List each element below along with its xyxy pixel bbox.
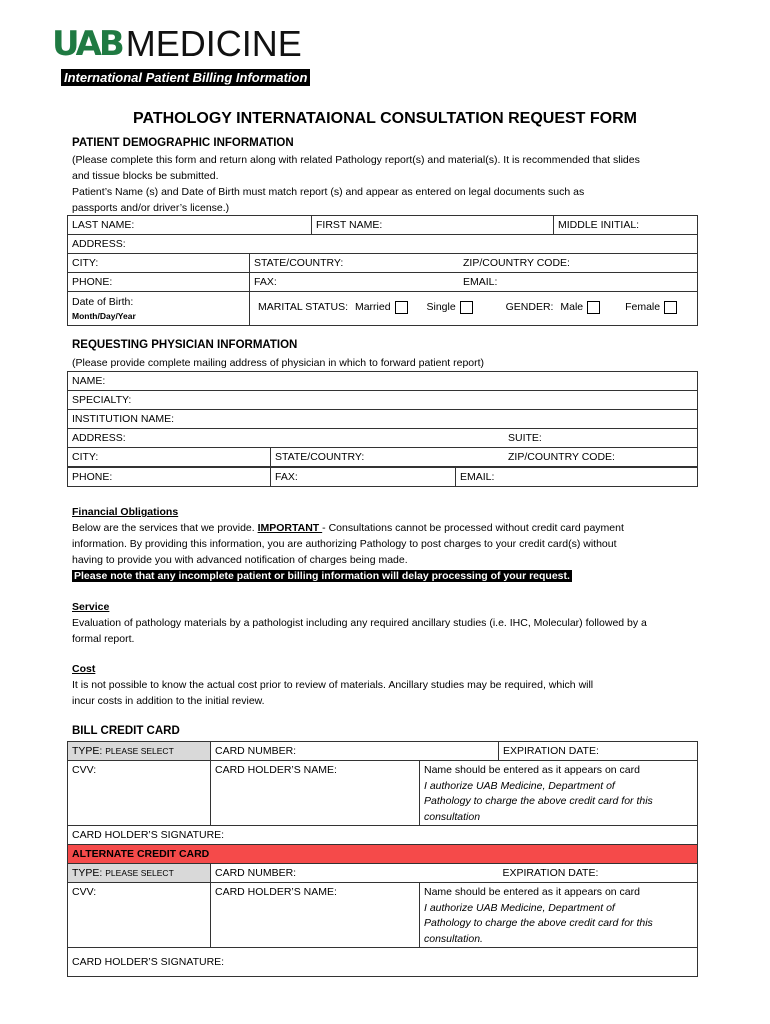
physician-section-title: REQUESTING PHYSICIAN INFORMATION [72,339,298,351]
zip-field[interactable]: ZIP/COUNTRY CODE: [459,254,698,273]
alt-holder-name-field[interactable]: CARD HOLDER’S NAME: [211,883,420,948]
dob-format: Month/Day/Year [72,311,136,321]
physician-state-field[interactable]: STATE/COUNTRY: [271,448,505,467]
alt-cvv-field[interactable]: CVV: [68,883,211,948]
patient-instructions [72,152,712,216]
dob-field[interactable] [68,292,250,326]
instructions-line: and tissue blocks be submitted. [72,170,219,182]
financial-line: having to provide you with advanced notification of charges being made. [72,554,408,566]
cost-line: incur costs in addition to the initial review. [72,695,265,707]
uab-medicine-logo [52,23,302,64]
physician-zip-field[interactable]: ZIP/COUNTRY CODE: [504,448,698,467]
form-title: PATHOLOGY INTERNATAIONAL CONSULTATION REQUEST FORM [133,110,637,127]
state-country-field[interactable]: STATE/COUNTRY: [250,254,460,273]
financial-block [72,504,712,584]
female-checkbox[interactable] [664,301,677,314]
married-checkbox[interactable] [395,301,408,314]
expiration-field[interactable]: EXPIRATION DATE: [499,742,698,761]
address-field[interactable]: ADDRESS: [68,235,698,254]
bill-card-table [67,741,698,977]
logo-mark: UAB [52,24,122,64]
physician-address-field[interactable]: ADDRESS: [68,429,505,448]
service-line: Evaluation of pathology materials by a pathologist including any required ancillary studies (i.e. IHC, Molecular) followed by a [72,617,647,629]
authorization-text: Name should be entered as it appears on card I authorize UAB Medicine, Department of Pathology to charge the above credit card for this consultation [420,761,698,826]
city-field[interactable]: CITY: [68,254,250,273]
service-block [72,599,712,647]
instructions-line: (Please complete this form and return along with related Pathology report(s) and material(s). It is recommended that slides [72,154,640,166]
cvv-field[interactable]: CVV: [68,761,211,826]
physician-email-field[interactable]: EMAIL: [456,468,698,487]
marital-status-label: MARITAL STATUS: [258,301,349,313]
physician-table-2 [67,467,698,487]
physician-table [67,371,698,467]
dob-label: Date of Birth: [72,296,134,308]
last-name-field[interactable]: LAST NAME: [68,216,312,235]
alt-card-type-select[interactable]: TYPE: PLEASE SELECT [68,864,211,883]
patient-table [67,215,698,254]
middle-initial-field[interactable]: MIDDLE INITIAL: [554,216,698,235]
instructions-line: passports and/or driver’s license.) [72,202,230,214]
service-line: formal report. [72,633,135,645]
patient-table-2 [67,253,698,326]
suite-field[interactable]: SUITE: [504,429,698,448]
incomplete-warning: Please note that any incomplete patient or billing information will delay processing of your request. [74,570,570,582]
institution-field[interactable]: INSTITUTION NAME: [68,410,698,429]
fax-field[interactable]: FAX: [250,273,460,292]
first-name-field[interactable]: FIRST NAME: [312,216,554,235]
card-type-select[interactable]: TYPE: PLEASE SELECT [68,742,211,761]
alt-expiration-field[interactable]: EXPIRATION DATE: [499,864,698,883]
alt-signature-field[interactable]: CARD HOLDER’S SIGNATURE: [68,948,698,977]
physician-phone-field[interactable]: PHONE: [68,468,271,487]
alt-card-number-field[interactable]: CARD NUMBER: [211,864,499,883]
subheader: International Patient Billing Information [61,69,310,86]
card-number-field[interactable]: CARD NUMBER: [211,742,499,761]
physician-city-field[interactable]: CITY: [68,448,271,467]
physician-name-field[interactable]: NAME: [68,372,698,391]
alt-authorization-text: Name should be entered as it appears on card I authorize UAB Medicine, Department of Pathology to charge the above credit card for this consultation. [420,883,698,948]
instructions-line: Patient’s Name (s) and Date of Birth must match report (s) and appear as entered on legal documents such as [72,186,585,198]
financial-line: information. By providing this information, you are authorizing Pathology to post charges to your credit card(s) without [72,538,617,550]
male-label: Male [560,301,584,313]
signature-field[interactable]: CARD HOLDER’S SIGNATURE: [68,826,698,845]
financial-line: Below are the services that we provide. IMPORTANT - Consultations cannot be processed without credit card payment [72,522,624,534]
cost-line: It is not possible to know the actual cost prior to review of materials. Ancillary studies may be required, which will [72,679,594,691]
cost-block [72,661,712,709]
male-checkbox[interactable] [587,301,600,314]
marital-gender-row [250,292,698,326]
specialty-field[interactable]: SPECIALTY: [68,391,698,410]
single-checkbox[interactable] [460,301,473,314]
patient-section-title: PATIENT DEMOGRAPHIC INFORMATION [72,137,294,149]
email-field[interactable]: EMAIL: [459,273,698,292]
physician-fax-field[interactable]: FAX: [271,468,456,487]
cost-heading: Cost [72,663,96,675]
gender-label: GENDER: [505,301,554,313]
physician-instructions: (Please provide complete mailing address of physician in which to forward patient report) [72,357,485,369]
financial-heading: Financial Obligations [72,506,179,518]
alternate-card-header: ALTERNATE CREDIT CARD [68,845,698,864]
service-heading: Service [72,601,110,613]
holder-name-field[interactable]: CARD HOLDER’S NAME: [211,761,420,826]
bill-section-title: BILL CREDIT CARD [72,725,180,737]
single-label: Single [426,301,456,313]
phone-field[interactable]: PHONE: [68,273,250,292]
logo-word: MEDICINE [125,23,302,64]
married-label: Married [354,301,391,313]
female-label: Female [625,301,661,313]
